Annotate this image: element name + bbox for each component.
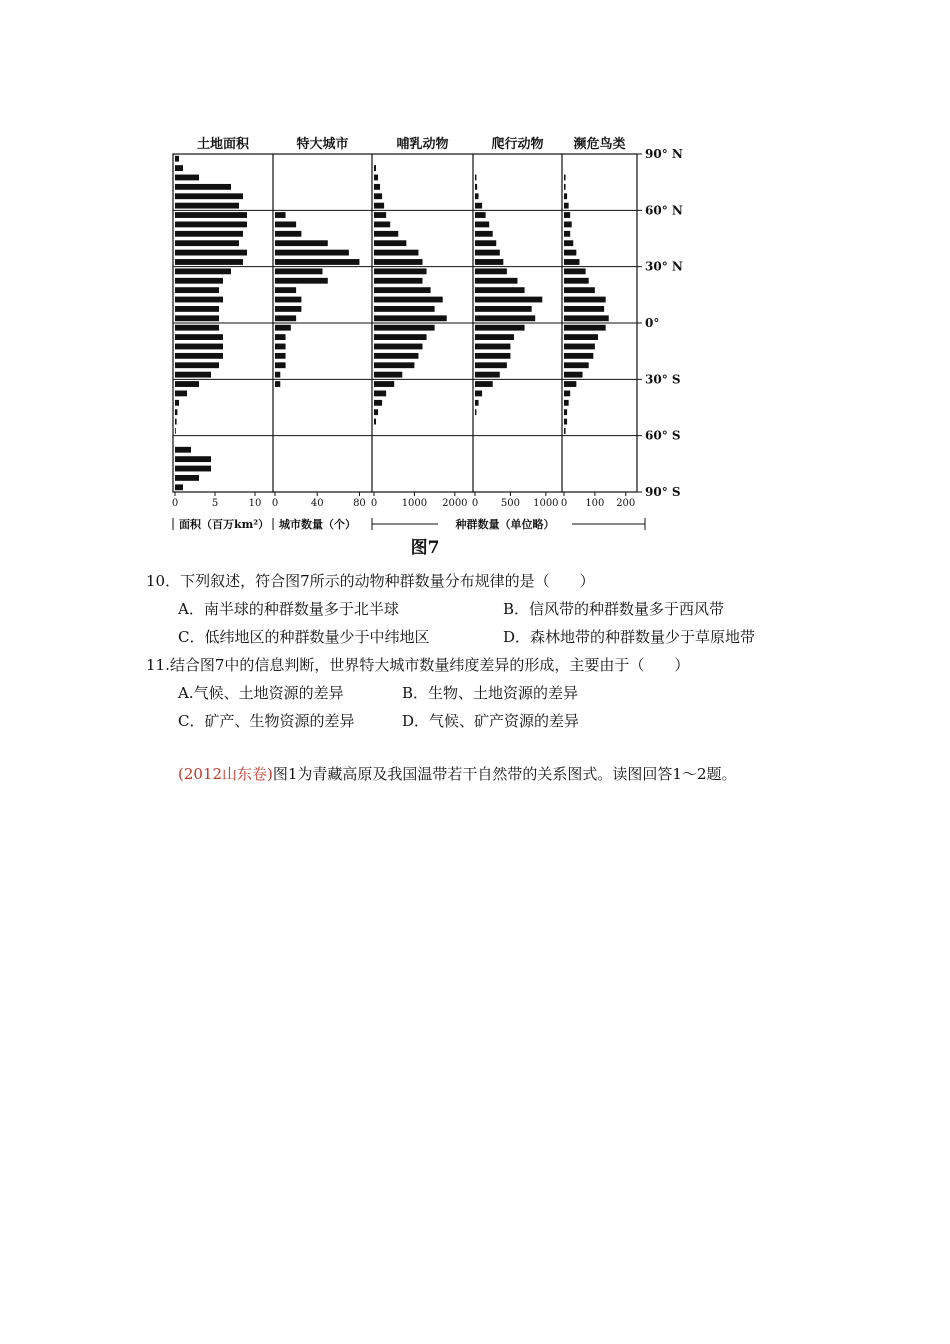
data-bar [275,268,323,274]
data-bar [175,193,243,199]
data-bar [275,315,296,321]
data-bar [374,325,435,331]
data-bar [374,175,378,181]
data-bar [374,372,402,378]
data-bar [475,250,500,256]
data-bar [475,381,493,387]
data-bar [175,165,183,171]
data-bar [275,250,349,256]
source-tag: (2012山东卷) [178,765,273,783]
data-bar [275,259,359,265]
panel-title: 濒危鸟类 [573,137,626,152]
data-bar [374,362,414,368]
data-bar [374,259,423,265]
data-bar [564,334,598,340]
data-bar [175,287,219,293]
panel-title: 哺乳动物 [396,137,449,152]
data-bar [475,334,514,340]
data-bar [564,325,606,331]
data-bar [275,212,286,218]
data-bar [374,278,423,284]
question-10-option-b: B．信风带的种群数量多于西风带 [503,600,725,618]
data-bar [175,156,179,162]
data-bar [374,240,406,246]
data-bar [374,419,376,425]
data-bar [475,362,507,368]
data-bar [374,165,376,171]
data-bar [564,231,570,237]
x-tick-label: 0 [370,498,378,509]
data-bar [175,428,176,434]
data-bar [374,381,394,387]
data-bar [475,278,518,284]
latitude-label: 0° [645,316,660,330]
data-bar [475,175,476,181]
data-bar [275,372,280,378]
data-bar [175,203,239,209]
data-bar [175,456,211,462]
data-bar [475,222,489,228]
data-bar [175,353,223,359]
x-tick-label: 10 [248,498,262,509]
question-11-option-b: B．生物、土地资源的差异 [402,684,579,702]
data-bar [175,466,211,472]
latitude-label: 90° N [645,147,683,161]
data-bar [374,184,380,190]
data-bar [175,315,219,321]
data-bar [475,353,510,359]
data-bar [374,353,418,359]
data-bar [564,409,567,415]
data-bar [175,278,223,284]
data-bar [564,306,604,312]
data-bar [374,193,382,199]
data-bar [275,278,328,284]
data-bar [175,475,199,481]
data-bar [564,428,566,434]
data-bar [475,259,503,265]
data-bar [275,334,286,340]
data-bar [175,391,187,397]
data-bar [175,240,239,246]
data-bar [175,222,247,228]
data-bar [564,400,569,406]
data-bar [475,409,476,415]
data-bar [374,222,390,228]
question-10-option-c: C．低纬地区的种群数量少于中纬地区 [178,628,430,646]
data-bar [564,419,567,425]
x-tick-label: 0 [471,498,479,509]
data-bar [175,212,247,218]
data-bar [275,381,280,387]
data-bar [374,287,431,293]
data-bar [564,353,593,359]
data-bar [374,315,447,321]
data-bar [175,381,199,387]
data-bar [175,297,223,303]
latitude-label: 60° N [645,203,683,218]
data-bar [175,484,183,490]
data-bar [475,400,479,406]
data-bar [564,222,572,228]
data-bar [175,409,177,415]
data-bar [175,325,219,331]
data-bar [374,334,427,340]
data-bar [475,203,482,209]
data-bar [564,259,579,265]
data-bar [374,250,418,256]
data-bar [275,362,286,368]
x-tick-label: 2000 [442,498,468,509]
data-bar [475,231,493,237]
x-tick-label: 1000 [401,498,428,509]
data-bar [374,268,427,274]
data-bar [175,184,231,190]
data-bar [564,391,570,397]
data-bar [175,231,243,237]
data-bar [564,212,570,218]
data-bar [475,212,486,218]
latitude-bar-chart [140,125,690,565]
data-bar [175,250,247,256]
data-bar [564,203,569,209]
question-11-option-a: A.气候、土地资源的差异 [178,684,344,702]
question-11-option-c: C．矿产、生物资源的差异 [178,712,355,730]
data-bar [564,250,576,256]
figure-caption: 图7 [410,538,440,558]
data-bar [175,400,179,406]
panel-title: 爬行动物 [491,137,544,152]
figure-7 [140,125,690,565]
x-tick-label: 0 [171,498,179,509]
data-bar [475,287,525,293]
data-bar [475,372,500,378]
data-bar [475,344,510,350]
data-bar [374,344,423,350]
data-bar [564,372,583,378]
data-bar [374,231,398,237]
latitude-label: 60° S [645,428,681,443]
panel-title: 土地面积 [196,137,250,152]
x-tick-label: 40 [310,498,324,509]
data-bar [564,315,609,321]
source-text: 图1为青藏高原及我国温带若干自然带的关系图式。读图回答1～2题。 [272,765,737,783]
x-tick-label: 80 [353,498,366,509]
question-11-stem: 11.结合图7中的信息判断，世界特大城市数量纬度差异的形成，主要由于（ ） [146,656,690,674]
data-bar [475,325,525,331]
data-bar [374,391,386,397]
data-bar [175,334,223,340]
data-bar [275,297,301,303]
data-bar [275,344,286,350]
question-10-option-a: A．南半球的种群数量多于北半球 [178,600,399,618]
data-bar [175,259,243,265]
data-bar [475,240,496,246]
data-bar [374,400,382,406]
data-bar [175,268,231,274]
question-11-option-d: D．气候、矿产资源的差异 [402,712,580,730]
data-bar [275,287,296,293]
x-tick-label: 200 [616,498,636,509]
data-bar [564,362,589,368]
data-bar [374,203,384,209]
data-bar [564,193,567,199]
data-bar [175,447,191,453]
data-bar [275,222,296,228]
source-note [178,763,737,785]
question-10-option-d: D．森林地带的种群数量少于草原地带 [503,628,756,646]
data-bar [374,306,435,312]
data-bar [475,193,479,199]
data-bar [564,268,586,274]
data-bar [475,306,532,312]
data-bar [175,419,177,425]
data-bar [175,344,223,350]
latitude-label: 30° S [645,372,681,387]
data-bar [564,297,606,303]
data-bar [374,212,386,218]
data-bar [564,287,595,293]
x-tick-label: 0 [560,498,568,509]
data-bar [275,231,301,237]
data-bar [564,175,566,181]
panel-title: 特大城市 [296,137,349,152]
data-bar [564,381,576,387]
x-tick-label: 5 [211,498,219,509]
data-bar [564,240,573,246]
data-bar [475,297,542,303]
data-bar [475,268,507,274]
unit-label-species: 种群数量（单位略） [455,518,555,531]
data-bar [374,409,378,415]
data-bar [275,306,301,312]
data-bar [275,325,291,331]
x-tick-label: 1000 [533,498,559,509]
unit-label-area: 面积（百万km²） [179,518,270,531]
unit-label-cities: 城市数量（个） [279,518,356,531]
latitude-label: 30° N [645,259,683,274]
data-bar [175,362,219,368]
x-tick-label: 100 [585,498,605,509]
data-bar [475,315,535,321]
x-tick-label: 0 [271,498,279,509]
data-bar [564,344,595,350]
data-bar [564,184,566,190]
data-bar [175,372,211,378]
data-bar [275,353,286,359]
data-bar [374,297,443,303]
data-bar [275,240,328,246]
latitude-label: 90° S [645,485,681,499]
data-bar [475,184,477,190]
data-bar [564,278,589,284]
data-bar [475,391,482,397]
data-bar [175,175,199,181]
question-10-stem: 10．下列叙述，符合图7所示的动物种群数量分布规律的是（ ） [146,572,595,590]
data-bar [175,306,219,312]
x-tick-label: 500 [500,498,520,509]
